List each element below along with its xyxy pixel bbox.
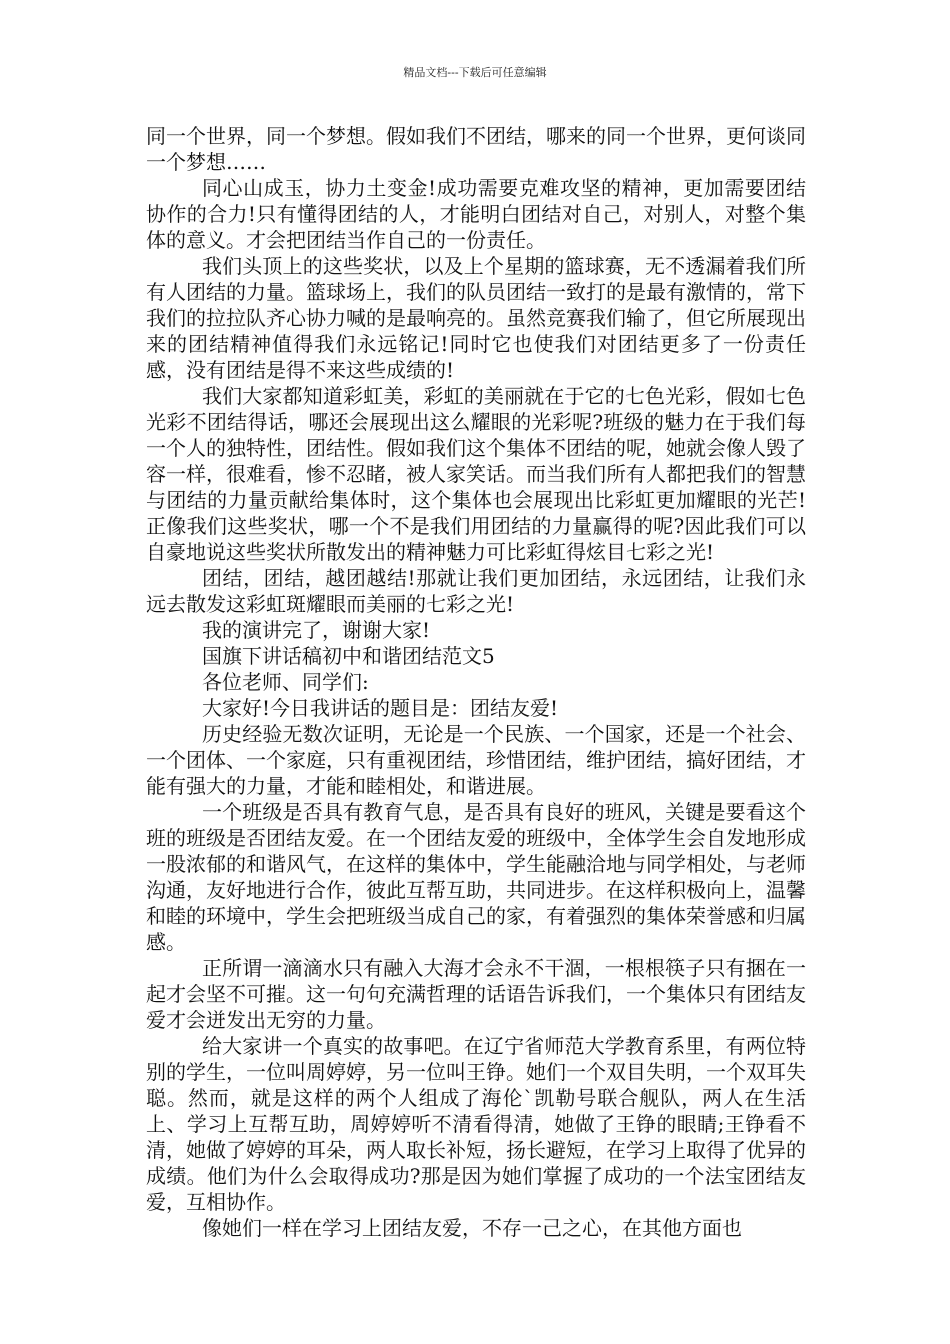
document-body	[146, 123, 806, 1241]
paragraph: 团结，团结，越团越结!那就让我们更加团结，永远团结，让我们永远去散发这彩虹斑耀眼而美丽的七彩之光!	[146, 566, 806, 616]
paragraph: 给大家讲一个真实的故事吧。在辽宁省师范大学教育系里，有两位特别的学生，一位叫周婷婷，另一位叫王铮。她们一个双目失明，一个双耳失聪。然而，就是这样的两个人组成了海伦`凯勒号联合舰队，两人在生活上、学习上互帮互助，周婷婷听不清看得清，她做了王铮的眼睛;王铮看不清，她做了婷婷的耳朵，两人取长补短，扬长避短，在学习上取得了优异的成绩。他们为什么会取得成功?那是因为她们掌握了成功的一个法宝团结友爱，互相协作。	[146, 1034, 806, 1214]
paragraph: 我的演讲完了，谢谢大家!	[202, 618, 431, 642]
page-header: 精品文档---下载后可任意编辑	[403, 66, 547, 79]
salutation: 各位老师、同学们:	[202, 670, 369, 694]
paragraph: 历史经验无数次证明，无论是一个民族、一个国家，还是一个社会、一个团体、一个家庭，只有重视团结，珍惜团结，维护团结，搞好团结，才能有强大的力量，才能和睦相处，和谐进展。	[146, 722, 806, 798]
paragraph: 正所谓一滴滴水只有融入大海才会永不干涸，一根根筷子只有捆在一起才会坚不可摧。这一句句充满哲理的话语告诉我们，一个集体只有团结友爱才会迸发出无穷的力量。	[146, 956, 806, 1032]
paragraph: 大家好!今日我讲话的题目是：团结友爱!	[202, 696, 559, 720]
paragraph: 我们大家都知道彩虹美，彩虹的美丽就在于它的七色光彩，假如七色光彩不团结得话，哪还会展现出这么耀眼的光彩呢?班级的魅力在于我们每一个人的独特性，团结性。假如我们这个集体不团结的呢，她就会像人毁了容一样，很难看，惨不忍睹，被人家笑话。而当我们所有人都把我们的智慧与团结的力量贡献给集体时，这个集体也会展现出比彩虹更加耀眼的光芒!正像我们这些奖状，哪一个不是我们用团结的力量赢得的呢?因此我们可以自豪地说这些奖状所散发出的精神魅力可比彩虹得炫目七彩之光!	[146, 384, 806, 564]
paragraph: 我们头顶上的这些奖状，以及上个星期的篮球赛，无不透漏着我们所有人团结的力量。篮球场上，我们的队员团结一致打的是最有激情的，常下我们的拉拉队齐心协力喊的是最响亮的。虽然竞赛我们输了，但它所展现出来的团结精神值得我们永远铭记!同时它也使我们对团结更多了一份责任感，没有团结是得不来这些成绩的!	[146, 254, 806, 382]
section-title: 国旗下讲话稿初中和谐团结范文5	[202, 644, 495, 668]
paragraph: 同心山成玉，协力土变金!成功需要克难攻坚的精神，更加需要团结协作的合力!只有懂得团结的人，才能明白团结对自己，对别人，对整个集体的意义。才会把团结当作自己的一份责任。	[146, 176, 806, 252]
paragraph: 像她们一样在学习上团结友爱，不存一己之心，在其他方面也	[202, 1216, 742, 1240]
paragraph: 同一个世界，同一个梦想。假如我们不团结，哪来的同一个世界，更何谈同一个梦想……	[146, 124, 806, 174]
paragraph: 一个班级是否具有教育气息，是否具有良好的班风，关键是要看这个班的班级是否团结友爱。在一个团结友爱的班级中，全体学生会自发地形成一股浓郁的和谐风气，在这样的集体中，学生能融洽地与同学相处，与老师沟通，友好地进行合作，彼此互帮互助，共同进步。在这样积极向上，温馨和睦的环境中，学生会把班级当成自己的家，有着强烈的集体荣誉感和归属感。	[146, 800, 806, 954]
